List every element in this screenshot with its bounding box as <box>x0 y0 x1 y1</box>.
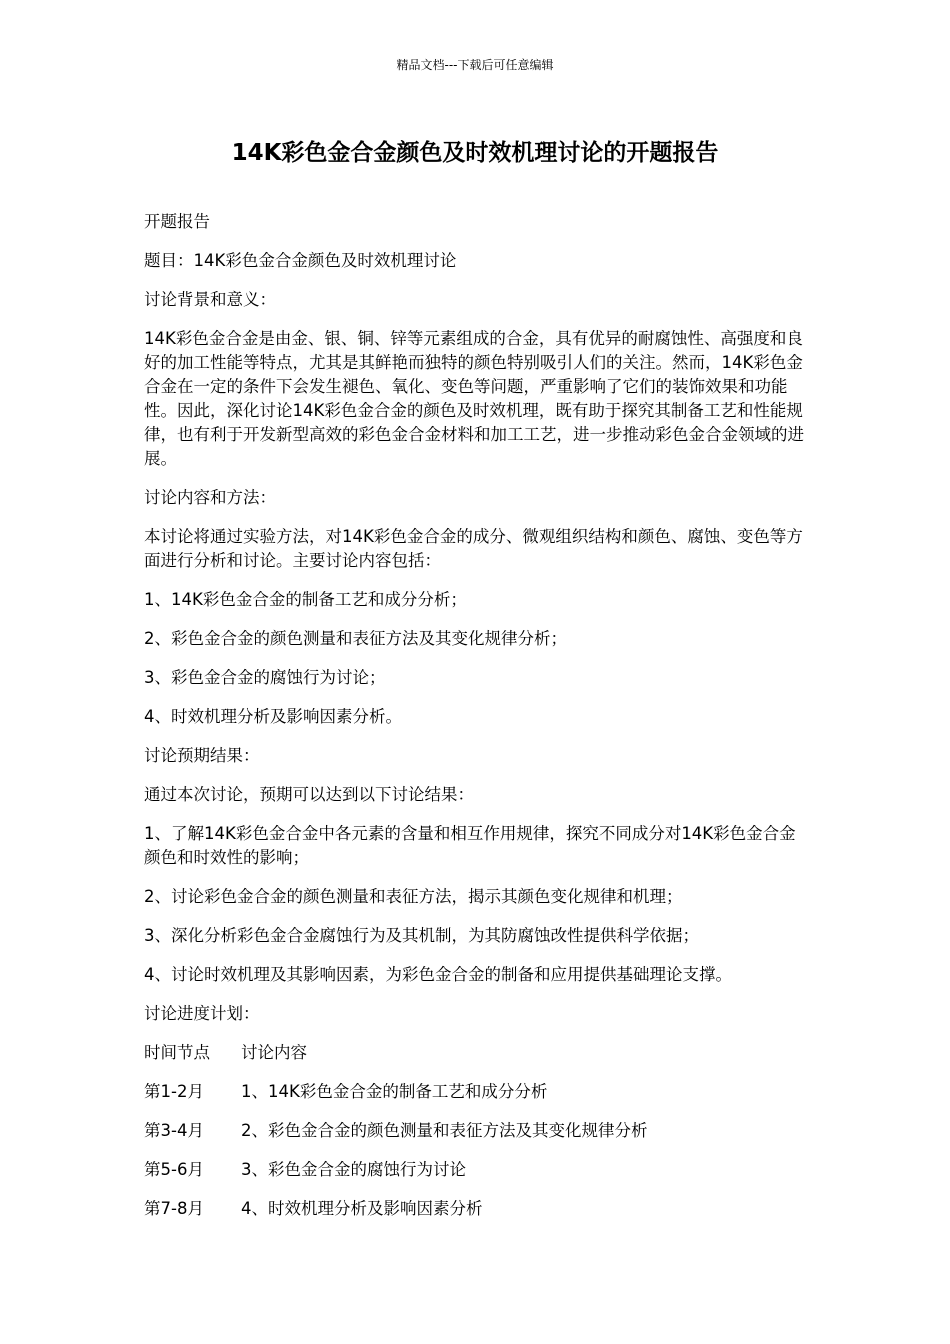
schedule-header-row <box>144 1041 806 1065</box>
schedule-time-cell: 第3-4月 <box>144 1121 204 1140</box>
section-heading-background: 讨论背景和意义： <box>144 290 276 309</box>
schedule-time-cell: 第1-2月 <box>144 1082 204 1101</box>
content-item-4: 4、时效机理分析及影响因素分析。 <box>144 707 402 726</box>
section-heading-expected-results: 讨论预期结果： <box>144 746 260 765</box>
schedule-content-cell: 1、14K彩色金合金的制备工艺和成分分析 <box>241 1082 548 1101</box>
document-title: 14K彩色金合金颜色及时效机理讨论的开题报告 <box>231 140 719 166</box>
result-item-1: 1、了解14K彩色金合金中各元素的含量和相互作用规律，探究不同成分对14K彩色金合金颜色和时效性的影响； <box>144 824 796 867</box>
schedule-row <box>144 1158 806 1182</box>
schedule-row <box>144 1080 806 1104</box>
document-body <box>144 210 806 1236</box>
section-heading-schedule: 讨论进度计划： <box>144 1004 260 1023</box>
content-item-1: 1、14K彩色金合金的制备工艺和成分分析； <box>144 590 467 609</box>
schedule-content-cell: 2、彩色金合金的颜色测量和表征方法及其变化规律分析 <box>241 1121 648 1140</box>
result-item-3: 3、深化分析彩色金合金腐蚀行为及其机制，为其防腐蚀改性提供科学依据； <box>144 926 699 945</box>
schedule-header-content: 讨论内容 <box>241 1043 307 1062</box>
schedule-header-time: 时间节点 <box>144 1043 210 1062</box>
topic-line: 题目：14K彩色金合金颜色及时效机理讨论 <box>144 251 457 270</box>
content-item-3: 3、彩色金合金的腐蚀行为讨论； <box>144 668 386 687</box>
schedule-content-cell: 3、彩色金合金的腐蚀行为讨论 <box>241 1160 466 1179</box>
section-heading-content-methods: 讨论内容和方法： <box>144 488 276 507</box>
background-paragraph: 14K彩色金合金是由金、银、铜、锌等元素组成的合金，具有优异的耐腐蚀性、高强度和良好的加工性能等特点，尤其是其鲜艳而独特的颜色特别吸引人们的关注。然而，14K彩色金合金在一定的条件下会发生褪色、氧化、变色等问题，严重影响了它们的装饰效果和功能性。因此，深化讨论14K彩色金合金的颜色及时效机理，既有助于探究其制备工艺和性能规律，也有利于开发新型高效的彩色金合金材料和加工工艺，进一步推动彩色金合金领域的进展。 <box>144 329 804 468</box>
result-item-4: 4、讨论时效机理及其影响因素，为彩色金合金的制备和应用提供基础理论支撑。 <box>144 965 732 984</box>
schedule-row <box>144 1197 806 1221</box>
methods-paragraph: 本讨论将通过实验方法，对14K彩色金合金的成分、微观组织结构和颜色、腐蚀、变色等方面进行分析和讨论。主要讨论内容包括： <box>144 527 803 570</box>
section-label-report: 开题报告 <box>144 212 210 231</box>
content-item-2: 2、彩色金合金的颜色测量和表征方法及其变化规律分析； <box>144 629 567 648</box>
schedule-content-cell: 4、时效机理分析及影响因素分析 <box>241 1199 483 1218</box>
results-intro: 通过本次讨论，预期可以达到以下讨论结果： <box>144 785 474 804</box>
header-note: 精品文档---下载后可任意编辑 <box>396 58 554 72</box>
schedule-time-cell: 第7-8月 <box>144 1199 204 1218</box>
schedule-row <box>144 1119 806 1143</box>
result-item-2: 2、讨论彩色金合金的颜色测量和表征方法，揭示其颜色变化规律和机理； <box>144 887 683 906</box>
schedule-time-cell: 第5-6月 <box>144 1160 204 1179</box>
